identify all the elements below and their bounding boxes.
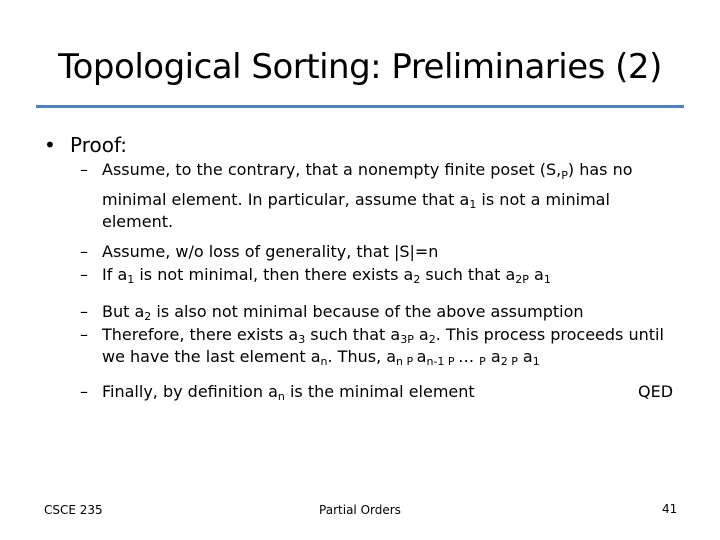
title-divider bbox=[36, 105, 684, 108]
text-segment: such that a bbox=[420, 265, 516, 284]
subscript: 2 bbox=[515, 273, 523, 286]
text-segment: If a bbox=[102, 265, 128, 284]
proof-line-1c: element. bbox=[102, 212, 174, 231]
dash-5: – bbox=[80, 325, 88, 344]
footer-course: CSCE 235 bbox=[44, 503, 103, 517]
subscript: 1 bbox=[543, 273, 551, 286]
footer-topic: Partial Orders bbox=[319, 503, 401, 517]
text-segment: is not a minimal bbox=[476, 190, 610, 209]
text-segment: Assume, to the contrary, that a nonempty finite poset (S, bbox=[102, 160, 562, 179]
dash-4: – bbox=[80, 302, 88, 321]
text-segment: But a bbox=[102, 302, 145, 321]
dash-1: – bbox=[80, 160, 88, 179]
subscript: 3 bbox=[400, 333, 408, 346]
subscript: 1 bbox=[127, 273, 135, 286]
dash-3: – bbox=[80, 265, 88, 284]
proof-line-5b bbox=[102, 347, 682, 372]
text-segment: . Thus, a bbox=[327, 347, 397, 366]
proof-line-4 bbox=[102, 302, 682, 322]
footer-page-number: 41 bbox=[662, 502, 678, 516]
subscript: 2 bbox=[428, 333, 436, 346]
text-segment: such that a bbox=[305, 325, 401, 344]
text-segment: ) has no bbox=[567, 160, 633, 179]
text-segment: is the minimal element bbox=[284, 382, 475, 401]
proof-line-1a bbox=[102, 160, 682, 186]
text-segment: . This process proceeds until bbox=[435, 325, 664, 344]
proof-line-6 bbox=[102, 382, 622, 402]
dash-2: – bbox=[80, 242, 88, 261]
text-segment: a bbox=[413, 325, 429, 344]
relation-symbol: P bbox=[407, 333, 414, 346]
relation-symbol: P bbox=[561, 169, 568, 182]
qed-label: QED bbox=[638, 382, 674, 401]
text-segment: Finally, by definition a bbox=[102, 382, 278, 401]
relation-symbol: P bbox=[522, 273, 529, 286]
slide-title: Topological Sorting: Preliminaries (2) bbox=[58, 47, 662, 87]
subscript: 3 bbox=[298, 333, 306, 346]
dash-6: – bbox=[80, 382, 88, 401]
subscript: 2 bbox=[144, 310, 152, 323]
subscript: 1 bbox=[469, 198, 477, 211]
bullet: • bbox=[44, 133, 56, 157]
text-segment: a bbox=[517, 347, 533, 366]
proof-line-2: Assume, w/o loss of generality, that |S|=n bbox=[102, 242, 439, 261]
text-segment: is not minimal, then there exists a bbox=[134, 265, 414, 284]
relation-symbol: P bbox=[507, 355, 518, 368]
subscript: n bbox=[320, 355, 328, 368]
relation-symbol: P bbox=[479, 355, 486, 368]
text-segment: a bbox=[528, 265, 544, 284]
text-segment: a bbox=[485, 347, 501, 366]
text-segment: a bbox=[416, 347, 427, 366]
text-segment: minimal element. In particular, assume that a bbox=[102, 190, 470, 209]
relation-symbol: P bbox=[444, 355, 459, 368]
text-segment: Therefore, there exists a bbox=[102, 325, 299, 344]
text-segment: we have the last element a bbox=[102, 347, 321, 366]
proof-line-3 bbox=[102, 265, 682, 290]
subscript: n bbox=[277, 390, 285, 403]
relation-symbol: P bbox=[403, 355, 417, 368]
subscript: n bbox=[396, 355, 404, 368]
proof-line-1b bbox=[102, 190, 682, 210]
subscript: 1 bbox=[532, 355, 540, 368]
subscript: 2 bbox=[500, 355, 508, 368]
text-segment: is also not minimal because of the above assumption bbox=[151, 302, 584, 321]
text-segment: … bbox=[458, 347, 480, 366]
proof-label: Proof: bbox=[70, 133, 128, 157]
subscript: n-1 bbox=[426, 355, 445, 368]
subscript: 2 bbox=[413, 273, 421, 286]
